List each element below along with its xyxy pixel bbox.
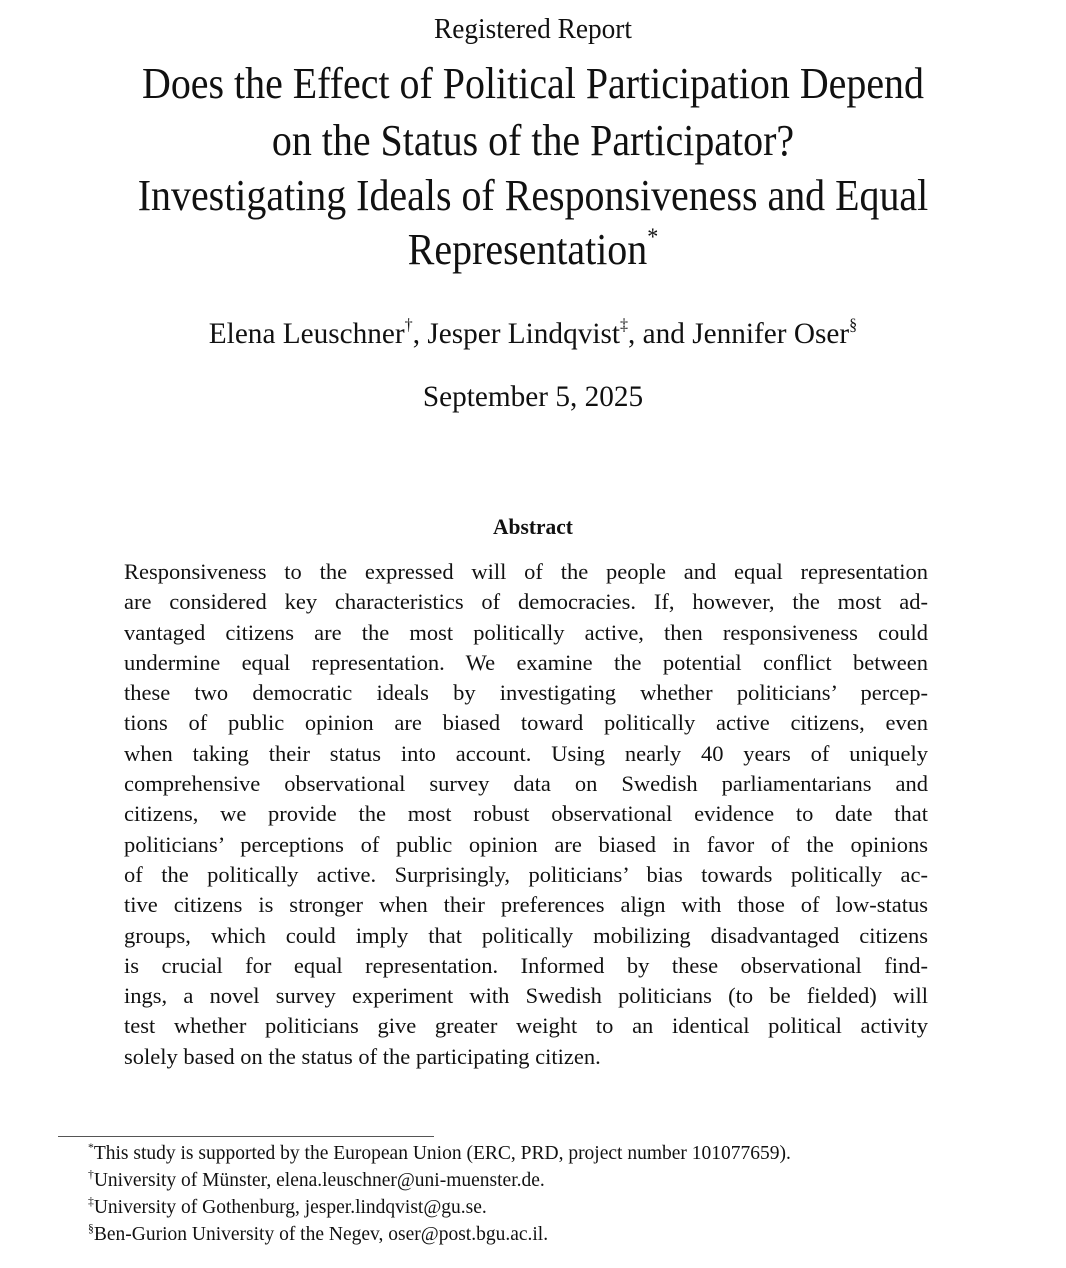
author-footnote-mark[interactable]: § <box>849 314 858 334</box>
author-name: Jennifer Oser <box>692 317 850 350</box>
abstract-line: solely based on the status of the participating citizen. <box>124 1043 601 1069</box>
footnote <box>88 1221 1008 1248</box>
abstract-line: vantaged citizens are the most politically active, then responsiveness could <box>124 619 928 645</box>
abstract-body <box>124 557 928 1072</box>
author-footnote-mark[interactable]: ‡ <box>619 314 629 334</box>
footnote-text: Ben-Gurion University of the Negev, oser@post.bgu.ac.il. <box>93 1224 549 1245</box>
abstract-line: citizens, we provide the most robust observational evidence to date that <box>124 801 928 827</box>
title-line-2: on the Status of the Participator? <box>271 116 795 165</box>
title-line-4 <box>49 222 1016 278</box>
footnotes <box>88 1140 1008 1248</box>
abstract-line: Responsiveness to the expressed will of the people and equal representation <box>124 559 928 584</box>
title-line-1: Does the Effect of Political Participation Depend <box>142 59 924 108</box>
abstract-line: politicians’ perceptions of public opinion are biased in favor of the opinions <box>124 831 928 857</box>
abstract-line: are considered key characteristics of democracies. If, however, the most ad- <box>124 589 928 615</box>
abstract-line: undermine equal representation. We examine the potential conflict between <box>124 649 928 675</box>
author-name: Elena Leuschner <box>208 317 405 350</box>
report-type-label: Registered Report <box>433 14 632 45</box>
footnote-text: University of Gothenburg, jesper.lindqvist@gu.se. <box>93 1197 487 1218</box>
footnote <box>88 1167 1008 1194</box>
footnote-text: This study is supported by the European Union (ERC, PRD, project number 101077659). <box>93 1143 791 1164</box>
abstract-line: these two democratic ideals by investigating whether politicians’ percep- <box>124 680 928 706</box>
abstract-line: groups, which could imply that politically mobilizing disadvantaged citizens <box>124 922 928 948</box>
abstract-line: tions of public opinion are biased toward politically active citizens, even <box>124 710 928 736</box>
abstract-line: when taking their status into account. Using nearly 40 years of uniquely <box>124 740 928 766</box>
abstract-line: test whether politicians give greater weight to an identical political activity <box>124 1013 928 1039</box>
abstract-line: ings, a novel survey experiment with Swedish politicians (to be fielded) will <box>124 983 928 1009</box>
footnote-divider <box>58 1136 434 1137</box>
abstract-heading: Abstract <box>493 514 573 539</box>
footnote <box>88 1194 1008 1221</box>
publication-date: September 5, 2025 <box>422 380 644 413</box>
author-footnote-mark[interactable]: † <box>404 314 413 334</box>
footnote-text: University of Münster, elena.leuschner@uni-muenster.de. <box>93 1170 545 1191</box>
footnote-mark: § <box>88 1221 94 1235</box>
title-text: Representation <box>407 225 648 274</box>
title-footnote-mark[interactable]: * <box>647 223 659 251</box>
footnote-mark: * <box>88 1140 94 1154</box>
abstract-line: is crucial for equal representation. Informed by these observational find- <box>124 952 928 978</box>
author-name: Jesper Lindqvist <box>427 317 620 350</box>
author-separator: , and <box>628 317 693 350</box>
abstract-line: of the politically active. Surprisingly, politicians’ bias towards politically ac- <box>124 861 928 887</box>
abstract-line: comprehensive observational survey data on Swedish parliamentarians and <box>124 771 928 797</box>
title-line-3: Investigating Ideals of Responsiveness and Equal <box>137 171 929 220</box>
footnote-mark: ‡ <box>88 1194 94 1208</box>
footnote <box>88 1140 1008 1167</box>
author-list <box>13 314 1053 354</box>
author-separator: , <box>412 317 428 350</box>
footnote-mark: † <box>88 1167 94 1181</box>
abstract-line: tive citizens is stronger when their preferences align with those of low-status <box>124 892 928 918</box>
